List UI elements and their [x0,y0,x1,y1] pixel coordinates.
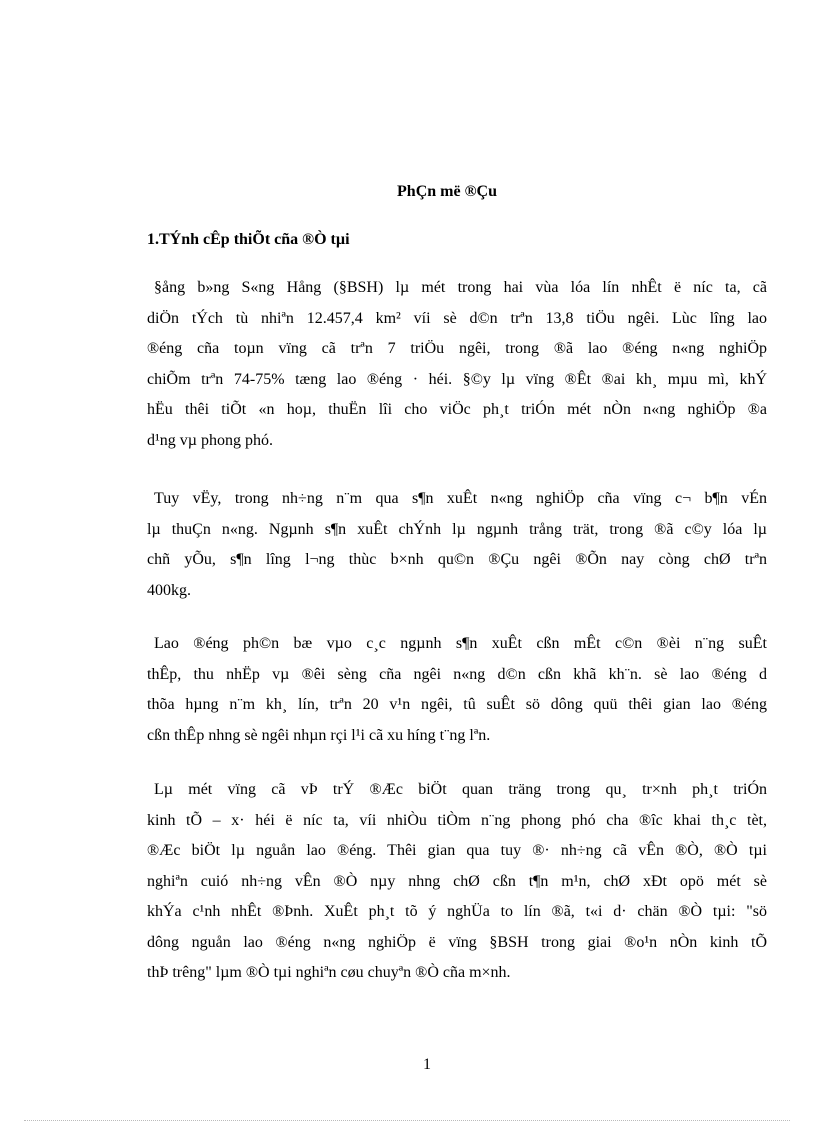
page-heading: PhÇn më ®Çu [397,183,497,200]
paragraph-line: chiÕm trªn 74-75% tæng lao ®éng · héi. §©y lµ vïng ®Êt ®ai kh¸ mµu mì, khÝ [147,370,767,388]
paragraph-line: kinh tÕ – x· héi ë níc ta, víi nhiÒu tiÒm n¨ng phong phó cha ®îc khai th¸c tèt, [147,811,767,829]
paragraph-line: 400kg. [147,581,191,599]
paragraph-line: hËu thêi tiÕt «n hoµ, thuËn lîi cho viÖc ph¸t triÓn mét nÒn n«ng nghiÖp ®a [147,401,767,418]
paragraph-line: nghiªn cuió nh÷ng vÊn ®Ò nµy nhng chØ cßn t¶n m¹n, chØ xÐt opö mét sè [147,872,767,890]
paragraph-line: §ång b»ng S«ng Hång (§BSH) lµ mét trong hai vùa lóa lín nhÊt ë níc ta, cã [154,279,767,296]
paragraph-line: dông nguån lao ®éng n«ng nghiÖp ë vïng §BSH trong giai ®o¹n nÒn kinh tÕ [147,933,767,951]
paragraph-line: Tuy vËy, trong nh÷ng n¨m qua s¶n xuÊt n«ng nghiÖp cña vïng c¬ b¶n vÉn [154,490,767,507]
paragraph-line: d¹ng vµ phong phó. [147,431,274,449]
paragraph-line: Lao ®éng ph©n bæ vµo c¸c ngµnh s¶n xuÊt cßn mÊt c©n ®èi n¨ng suÊt [154,635,767,652]
section-title: 1.TÝnh cÊp thiÕt cña ®Ò tµi [147,231,350,248]
paragraph-line: thõa hµng n¨m kh¸ lín, trªn 20 v¹n ngêi, tû suÊt sö dông quü thêi gian lao ®éng [147,696,767,713]
paragraph-line: diÖn tÝch tù nhiªn 12.457,4 km² víi sè d©n trªn 13,8 tiÖu ngêi. Lùc lîng lao [147,309,767,327]
paragraph-3 [147,629,767,751]
paragraph-line: Lµ mét vïng cã vÞ trÝ ®Æc biÖt quan träng trong qu¸ tr×nh ph¸t triÓn [154,781,767,798]
paragraph-line: thÊp, thu nhËp vµ ®êi sèng cña ngêi n«ng d©n cßn khã kh¨n. sè lao ®éng d [147,665,767,683]
paragraph-line: thÞ trêng" lµm ®Ò tµi nghiªn cøu chuyªn ®Ò cña m×nh. [147,964,511,981]
paragraph-line: cßn thÊp nhng sè ngêi nhµn rçi l¹i cã xu híng t¨ng lªn. [147,726,491,744]
paragraph-line: ®éng cña toµn vïng cã trªn 7 triÖu ngêi, trong ®ã lao ®éng n«ng nghiÖp [147,340,767,357]
paragraph-line: lµ thuÇn n«ng. Ngµnh s¶n xuÊt chÝnh lµ ngµnh trång trät, trong ®ã c©y lóa lµ [147,520,767,538]
paragraph-line: chñ yÕu, s¶n lîng l¬ng thùc b×nh qu©n ®Çu ngêi ®Õn nay còng chØ trªn [147,551,767,568]
page-bottom-divider [24,1120,790,1121]
paragraph-1 [147,273,767,456]
paragraph-line: ®Æc biÖt lµ nguån lao ®éng. Thêi gian qua tuy ®· nh÷ng cã vÊn ®Ò, ®Ò tµi [147,842,767,859]
paragraph-line: khÝa c¹nh nhÊt ®Þnh. XuÊt ph¸t tõ ý nghÜa to lín ®ã, t«i d· chän ®Ò tµi: "sö [147,903,767,920]
paragraph-4 [147,775,767,989]
page-number: 1 [423,1056,431,1073]
paragraph-2 [147,484,767,606]
